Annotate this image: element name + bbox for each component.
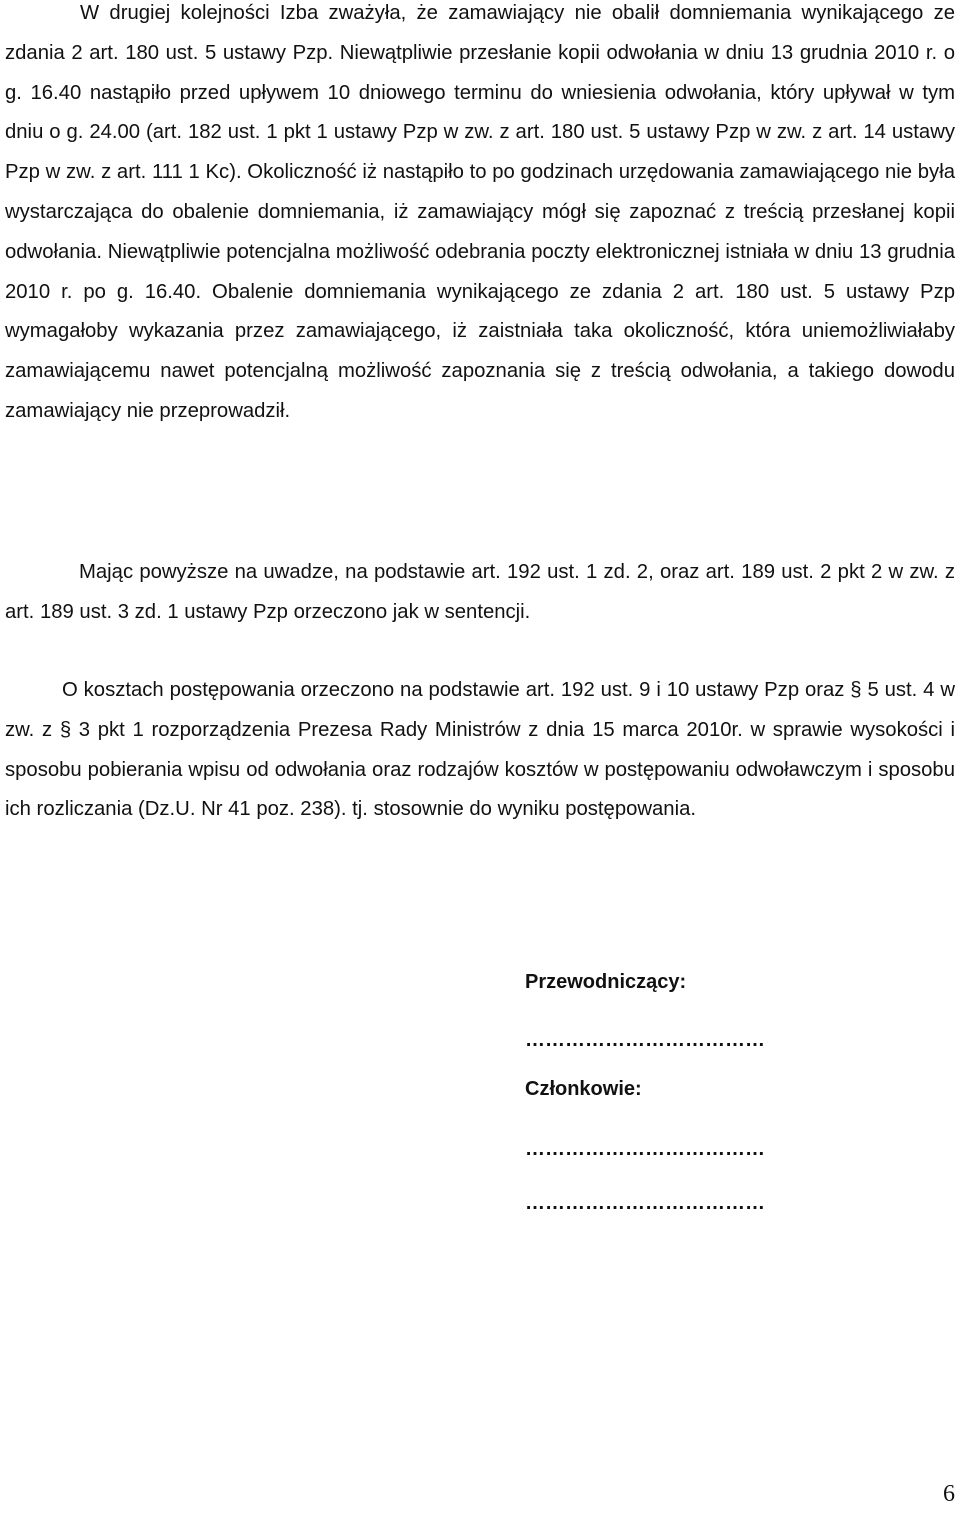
paragraph-izba-domniemanie: W drugiej kolejności Izba zważyła, że zamawiający nie obalił domniemania wynikającego ze zdania 2 art. 180 ust. 5 ustawy Pzp. Niewątpliwie przesłanie kopii odwołania w dniu 13 grudnia 2010 r. o g. 16.40 nastąpiło przed upływem 10 dniowego terminu do wniesienia odwołania, który upływał w tym dniu o g. 24.00 (art. 182 ust. 1 pkt 1 ustawy Pzp w zw. z art. 180 ust. 5 ustawy Pzp w zw. z art. 14 ustawy Pzp w zw. z art. 111 1 Kc). Okoliczność iż nastąpiło to po godzinach urzędowania zamawiającego nie była wystarczająca do obalenie domniemania, iż zamawiający mógł się zapoznać z treścią przesłanej kopii odwołania. Niewątpliwie potencjalna możliwość odebrania poczty elektronicznej istniała w dniu 13 grudnia 2010 r. po g. 16.40. Obalenie domniemania wynikającego ze zdania 2 art. 180 ust. 5 ustawy Pzp wymagałoby wykazania przez zamawiającego, iż zaistniała taka okoliczność, która uniemożliwiałaby zamawiającemu nawet potencjalną możliwość zapoznania się z treścią odwołania, a takiego dowodu zamawiający nie przeprowadził.	[5, 2, 955, 422]
member-signature-line: ………………………………	[525, 1192, 765, 1214]
paragraph-koszty: O kosztach postępowania orzeczono na podstawie art. 192 ust. 9 i 10 ustawy Pzp oraz § 5 ust. 4 w zw. z § 3 pkt 1 rozporządzenia Prezesa Rady Ministrów z dnia 15 marca 2010r. w sprawie wysokości i sposobu pobierania wpisu od odwołania oraz rodzajów kosztów w postępowaniu odwoławczym i sposobu ich rozliczania (Dz.U. Nr 41 poz. 238). tj. stosownie do wyniku postępowania.	[5, 679, 955, 821]
member-signature-line: ………………………………	[525, 1138, 765, 1160]
chair-signature-line: ………………………………	[525, 1029, 765, 1051]
chair-signature-label: Przewodniczący:	[525, 971, 687, 993]
paragraph-orzeczenie: Mając powyższe na uwadze, na podstawie art. 192 ust. 1 zd. 2, oraz art. 189 ust. 2 pkt 2 w zw. z art. 189 ust. 3 zd. 1 ustawy Pzp orzeczono jak w sentencji.	[5, 561, 955, 623]
page-number: 6	[943, 1481, 955, 1507]
members-signature-label: Członkowie:	[525, 1078, 642, 1100]
